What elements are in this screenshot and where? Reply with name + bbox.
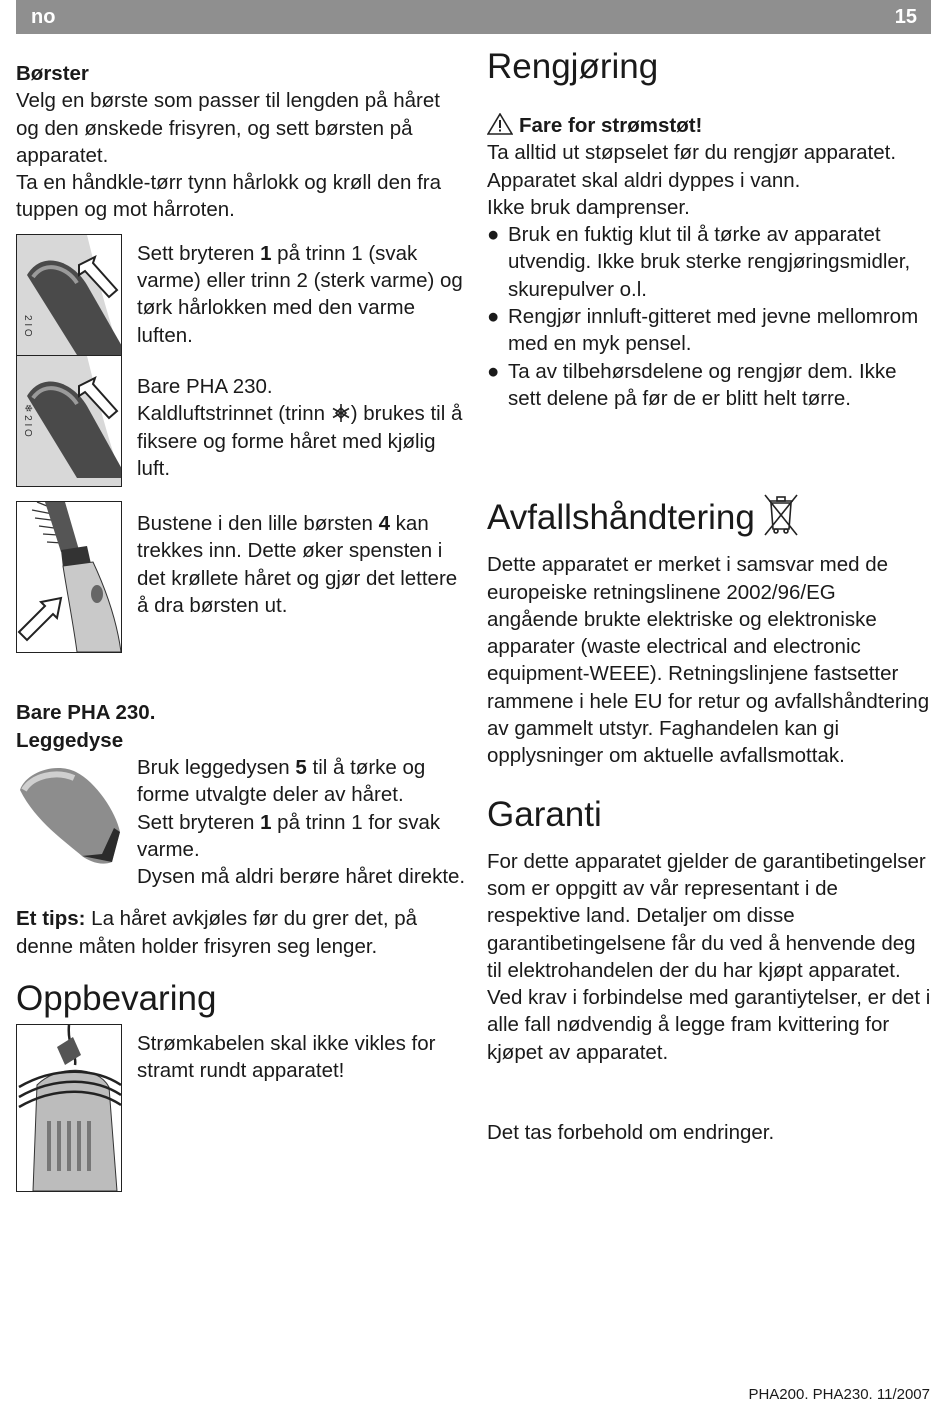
step3-text-b: kan trekkes inn. Dette øker spensten i det krøllete håret og gjør det lettere å dra børsten ut. [137, 512, 458, 618]
nozzle-switch-number: 1 [260, 810, 272, 834]
step2-text-a: Kaldluftstrinnet (trinn [137, 402, 331, 426]
warranty-heading: Garanti [487, 794, 602, 834]
cleaning-heading: Rengjøring [487, 47, 659, 86]
danger-line-1: Ta alltid ut støpselet før du rengjør apparatet. [487, 141, 897, 165]
step-switch-heat [16, 237, 466, 349]
storage-text: Strømkabelen skal ikke vikles for stramt rundt apparatet! [137, 1032, 436, 1083]
step2-heading: Bare PHA 230. [137, 374, 273, 398]
language-code: no [31, 6, 56, 28]
cleaning-bullet-text: Ta av tilbehørsdelene og rengjør dem. Ikke sett delene på før de er blitt helt tørre. [508, 359, 897, 410]
nozzle-text-a: Bruk leggedysen [137, 755, 296, 779]
small-brush-illustration [16, 501, 122, 653]
svg-text:2 I O: 2 I O [22, 314, 33, 337]
nozzle-section [16, 699, 466, 890]
page-header [16, 0, 931, 34]
danger-line-3: Ikke bruk damprenser. [487, 195, 690, 219]
nozzle-heading-2: Leggedyse [16, 728, 124, 752]
warranty-text: For dette apparatet gjelder de garantibetingelser som er oppgitt av vår representant i de respektive land. Detaljer om disse garantibetingelsene får du ved å henvende deg til elektrohandelen der du har kjøpt apparatet. Ved krav i forbindelse med garantiytelser, er det i alle fall nødvendig å legge fram kvittering for kjøpet av apparatet. [487, 849, 931, 1064]
storage-section [16, 1030, 466, 1085]
danger-line-2: Apparatet skal aldri dyppes i vann. [487, 168, 801, 192]
step-cool-air [16, 373, 466, 482]
footer-models: PHA200. PHA230. 11/2007 [748, 1386, 930, 1403]
brushes-text: Velg en børste som passer til lengden på håret og den ønskede frisyren, og sett børsten på apparatet. [16, 89, 440, 167]
brushes-heading: Børster [16, 62, 89, 85]
step3-brush-number: 4 [378, 512, 390, 536]
bullet-dot: ● [487, 305, 500, 329]
bullet-dot: ● [487, 223, 500, 247]
danger-heading [487, 112, 932, 139]
cleaning-bullet-text: Bruk en fuktig klut til å tørke av apparatet utvendig. Ikke bruk sterke rengjøringsmidler, skurepulver o.l. [508, 223, 911, 301]
nozzle-heading-1: Bare PHA 230. [16, 701, 156, 725]
left-column [16, 60, 466, 1085]
snowflake-icon [331, 403, 351, 423]
tip-text: La håret avkjøles før du grer det, på denne måten holder frisyren seg lenger. [16, 907, 418, 958]
cleaning-bullet [487, 303, 932, 358]
nozzle-warning: Dysen må aldri berøre håret direkte. [137, 865, 466, 889]
reservation-note: Det tas forbehold om endringer. [487, 1121, 775, 1145]
waste-heading [487, 493, 932, 539]
switch-illustration [16, 234, 122, 364]
tip-label: Et tips: [16, 907, 86, 931]
svg-text:❄ 2 I O: ❄ 2 I O [22, 403, 33, 437]
waste-title-text: Avfallshåndtering [487, 498, 755, 538]
nozzle-number: 5 [295, 755, 307, 779]
nozzle-text-c: Sett bryteren [137, 810, 261, 834]
cleaning-bullet [487, 358, 932, 413]
right-column [487, 46, 932, 1146]
nozzle-illustration [16, 762, 126, 872]
step1-text-b: på trinn 1 (svak varme) eller trinn 2 (sterk varme) og tørk hårlokken med den varme luften. [137, 241, 463, 347]
nozzle-text-b: til å tørke og forme utvalgte deler av håret. [137, 755, 426, 807]
step1-text-a: Sett bryteren [137, 241, 261, 265]
switch-cool-illustration [16, 355, 122, 487]
step-retract-bristles [16, 510, 466, 619]
storage-illustration [16, 1024, 122, 1192]
cleaning-bullet [487, 221, 932, 303]
danger-title-text: Fare for strømstøt! [519, 114, 703, 137]
step2-text-b: ) brukes til å fiksere og forme håret med kjølig luft. [137, 402, 463, 480]
nozzle-text-d: på trinn 1 for svak varme. [137, 810, 441, 861]
storage-heading: Oppbevaring [16, 979, 217, 1019]
tip-paragraph [16, 905, 466, 960]
brushes-text-2: Ta en håndkle-tørr tynn hårlokk og krøll den fra tuppen og mot hårroten. [16, 171, 441, 222]
cleaning-bullet-text: Rengjør innluft-gitteret med jevne mellomrom med en myk pensel. [508, 305, 919, 356]
page-number: 15 [894, 6, 917, 28]
crossed-bin-icon [763, 493, 799, 537]
bullet-dot: ● [487, 359, 500, 383]
step1-switch-number: 1 [260, 241, 272, 265]
warning-triangle-icon [487, 113, 513, 135]
step3-text-a: Bustene i den lille børsten [137, 512, 379, 536]
waste-text: Dette apparatet er merket i samsvar med de europeiske retningslinene 2002/96/EG angående brukte elektriske og elektroniske apparater (waste electrical and electronic equipment-WEEE). Retningslinjene fastsetter rammene i hele EU for retur og avfallshåndtering av gammelt utstyr. Faghandelen kan gi opplysninger om aktuelle avfallsmottak. [487, 553, 930, 768]
